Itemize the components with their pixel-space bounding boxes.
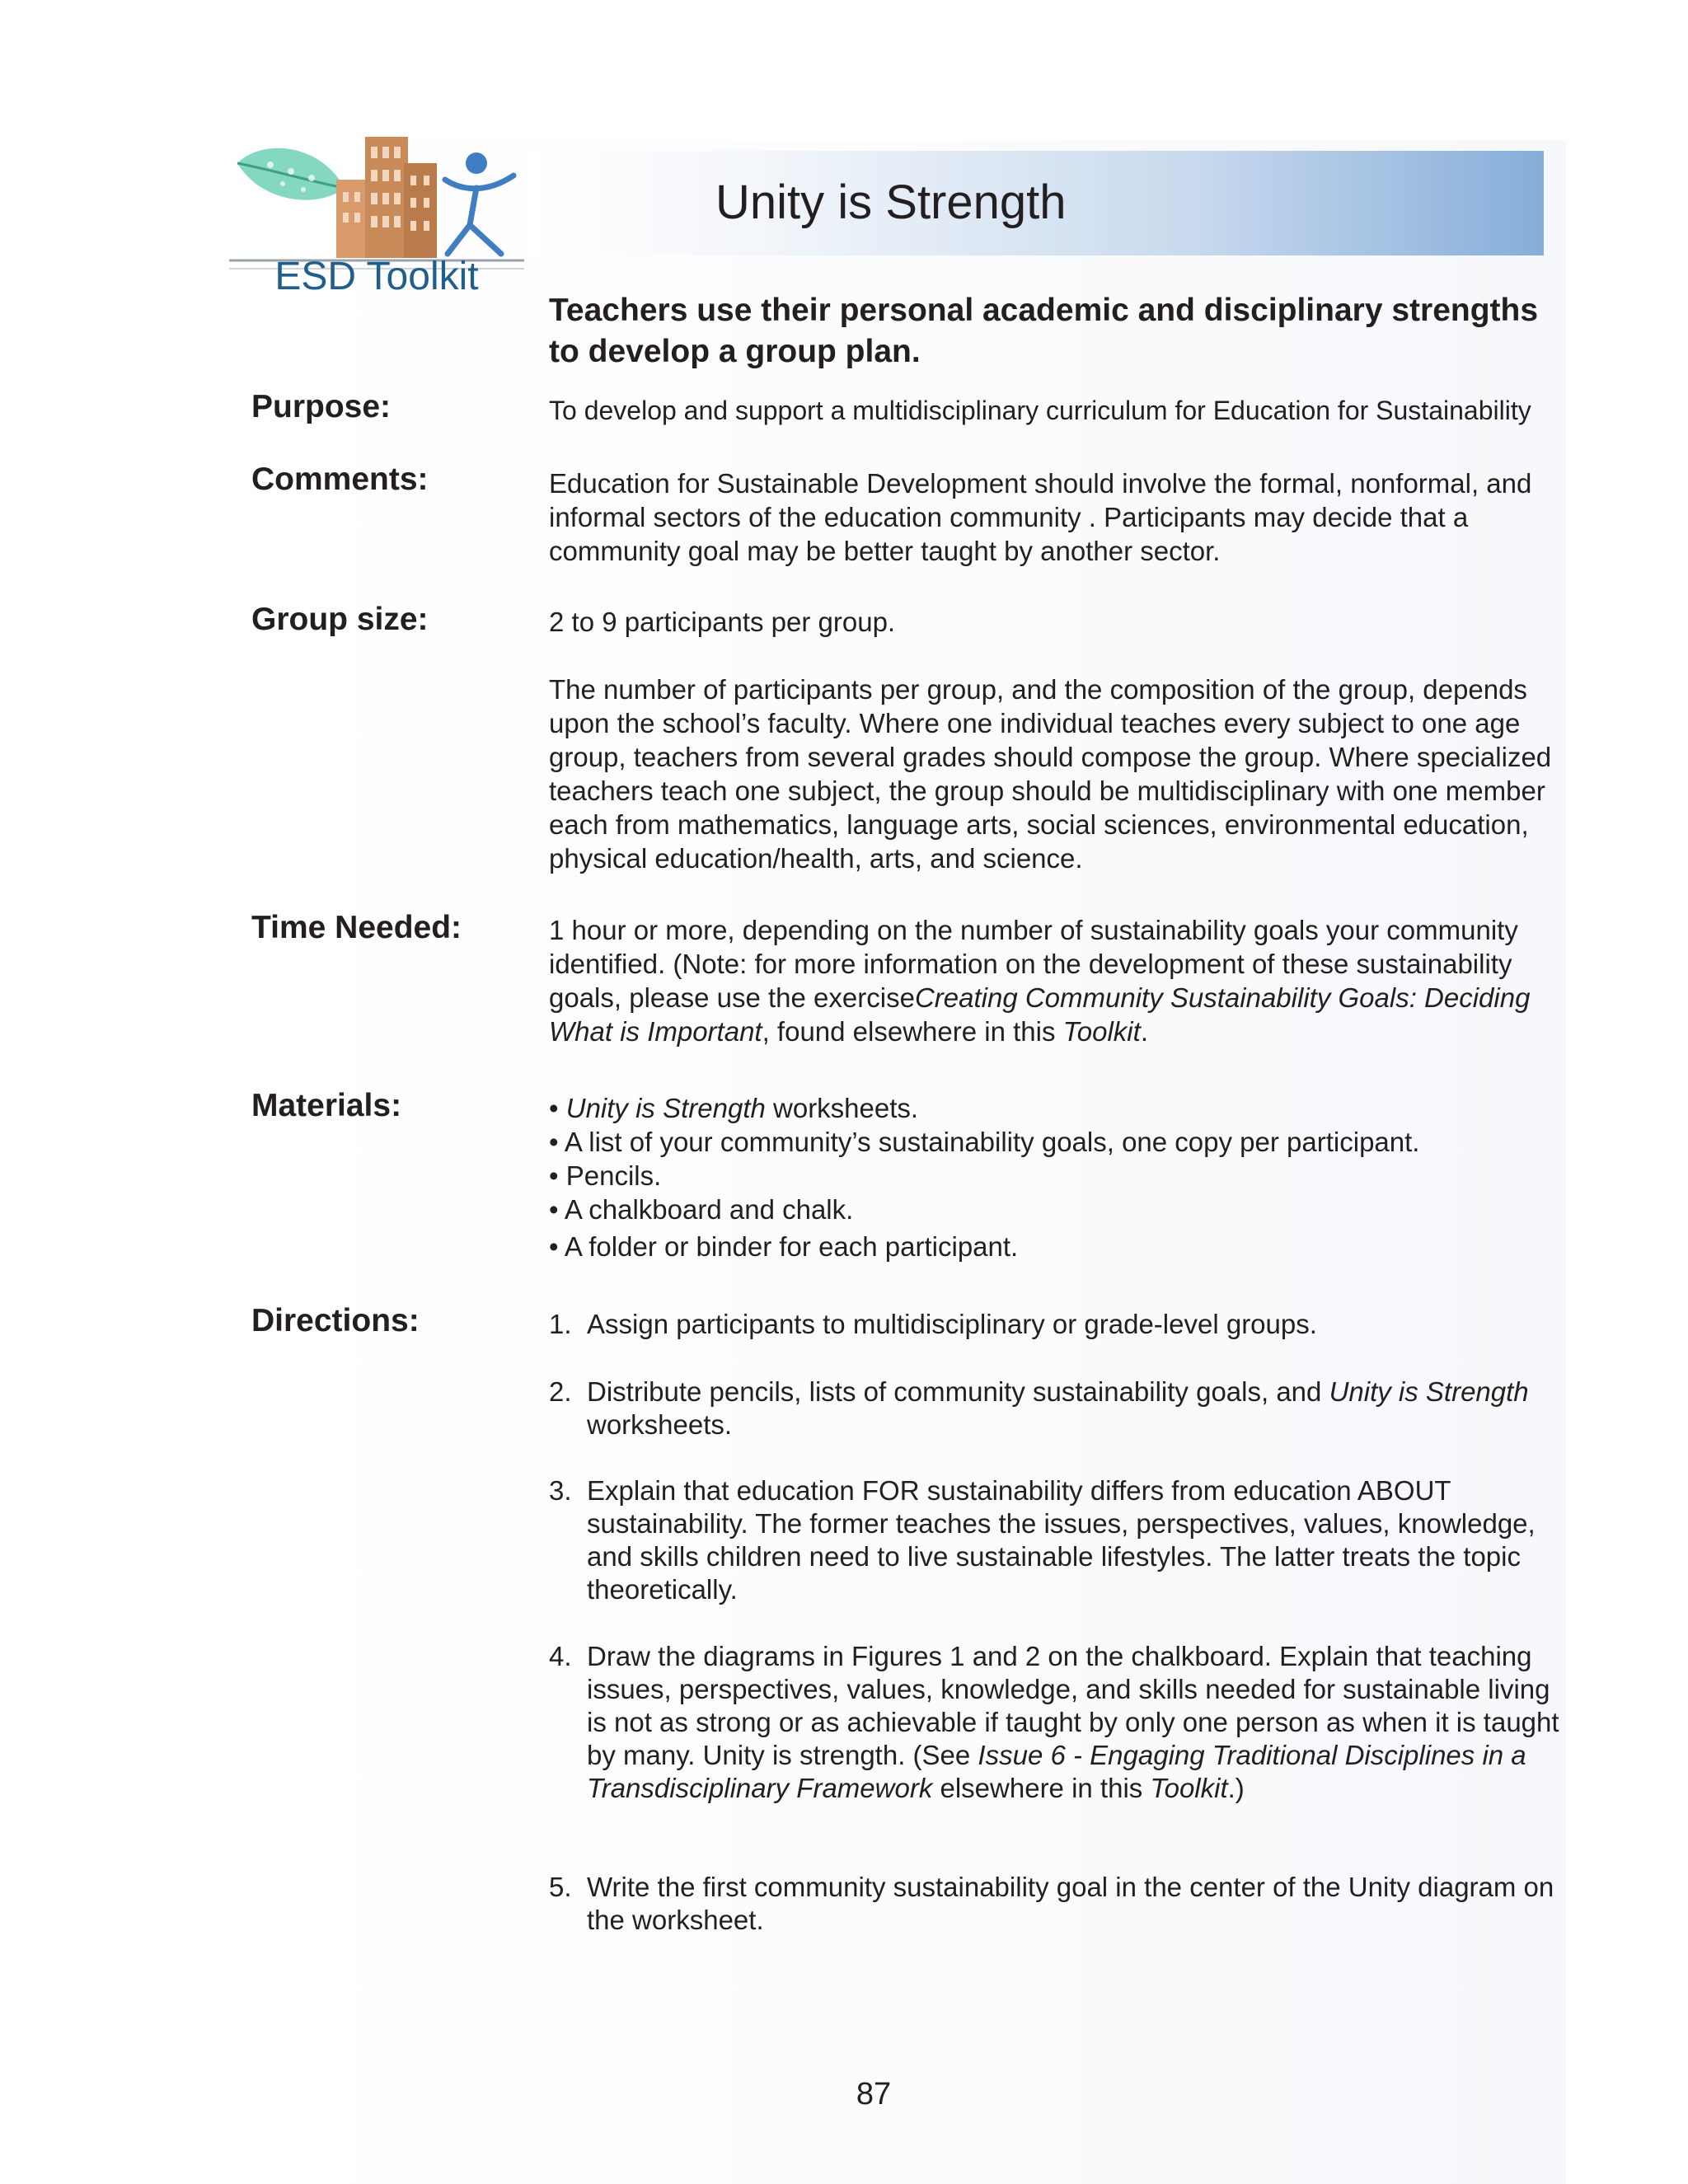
step-text-part: Draw the diagrams in Figures 1 and 2 on the chalkboard. Explain that teaching issues, perspectives, values, knowledge, and skills needed for sustainable living is not as strong or as achievable if taught by only one person as when it is taught by many. Unity is strength. (See [587, 1641, 1559, 1770]
time-needed-exercise-title: Creating Community Sustainability Goals: Deciding What is Important [549, 982, 1531, 1047]
direction-step-5 [549, 1871, 1571, 1937]
time-needed-part-3: . [1140, 1016, 1148, 1047]
materials-item-rest: worksheets. [765, 1093, 919, 1123]
direction-step-1 [549, 1308, 1571, 1341]
direction-step-4 [549, 1640, 1571, 1805]
step-text: Write the first community sustainability goal in the center of the Unity diagram on the worksheet. [587, 1872, 1554, 1935]
directions-label: Directions: [251, 1303, 420, 1338]
buildings-icon [336, 137, 437, 258]
step-text-part: Distribute pencils, lists of community sustainability goals, and [587, 1376, 1329, 1407]
group-size-text: 2 to 9 participants per group. [549, 607, 896, 637]
step-text-italic: Toolkit [1150, 1773, 1228, 1803]
step-text-part: elsewhere in this [932, 1773, 1151, 1803]
time-needed-text [549, 913, 1571, 1048]
materials-label: Materials: [251, 1088, 402, 1123]
step-text-part: worksheets. [587, 1409, 733, 1440]
page-title: Unity is Strength [715, 176, 1067, 229]
step-text: Explain that education FOR sustainability differs from education ABOUT sustainability. The former teaches the issues, perspectives, values, knowledge, and skills children need to live sustainable lifestyles. The latter treats the topic theoretically. [587, 1475, 1536, 1605]
step-number: 2. [549, 1376, 572, 1407]
time-needed-part-2: , found elsewhere in this [762, 1016, 1063, 1047]
step-text-italic: Issue 6 - Engaging Traditional Disciplines in a Transdisciplinary Framework [587, 1740, 1526, 1803]
materials-item [549, 1091, 1571, 1125]
purpose-label: Purpose: [251, 389, 392, 424]
bullet: • [549, 1093, 566, 1123]
group-size-details: The number of participants per group, and the composition of the group, depends upon the school’s faculty. Where one individual teaches every subject to one age group, teachers from several grades should compose the group. Where specialized teachers teach one subject, the group should be multidisciplinary with one member each from mathematics, language arts, social sciences, environmental education, physical education/health, arts, and science. [549, 674, 1552, 874]
step-text [587, 1376, 1571, 1441]
time-needed-toolkit: Toolkit [1062, 1016, 1141, 1047]
page-number: 87 [856, 2077, 892, 2111]
time-needed-part-1: 1 hour or more, depending on the number of sustainability goals your community identified. (Note: for more information on the development of these sustainability goals, please use the exercise [549, 915, 1518, 1013]
time-needed-label: Time Needed: [251, 910, 462, 945]
direction-step-2 [549, 1376, 1571, 1441]
group-size-label: Group size: [251, 602, 429, 637]
step-number: 3. [549, 1475, 572, 1506]
materials-item: • A list of your community’s sustainability goals, one copy per participant. [549, 1127, 1420, 1157]
step-number: 1. [549, 1309, 572, 1339]
step-text [587, 1640, 1571, 1805]
step-number: 4. [549, 1641, 572, 1671]
materials-item-italic: Unity is Strength [565, 1093, 766, 1123]
step-number: 5. [549, 1872, 572, 1902]
subtitle: Teachers use their personal academic and disciplinary strengths to develop a group plan. [549, 293, 1539, 369]
materials-list [549, 1091, 1571, 1263]
person-figure-icon [445, 152, 513, 254]
step-text-part: .) [1227, 1773, 1245, 1803]
step-text: Assign participants to multidisciplinary or grade-level groups. [587, 1309, 1317, 1339]
materials-item: • Pencils. [549, 1160, 662, 1191]
materials-item: • A chalkboard and chalk. [549, 1194, 854, 1225]
direction-step-3 [549, 1474, 1571, 1606]
comments-text: Education for Sustainable Development should involve the formal, nonformal, and informal sectors of the education community . Participants may decide that a community goal may be better taught by another sector. [549, 468, 1532, 566]
comments-label: Comments: [251, 462, 429, 497]
purpose-text: To develop and support a multidisciplinary curriculum for Education for Sustainability [549, 396, 1531, 425]
logo-caption: ESD Toolkit [274, 255, 479, 298]
materials-item: • A folder or binder for each participant. [549, 1231, 1019, 1262]
step-text-italic: Unity is Strength [1329, 1376, 1529, 1407]
